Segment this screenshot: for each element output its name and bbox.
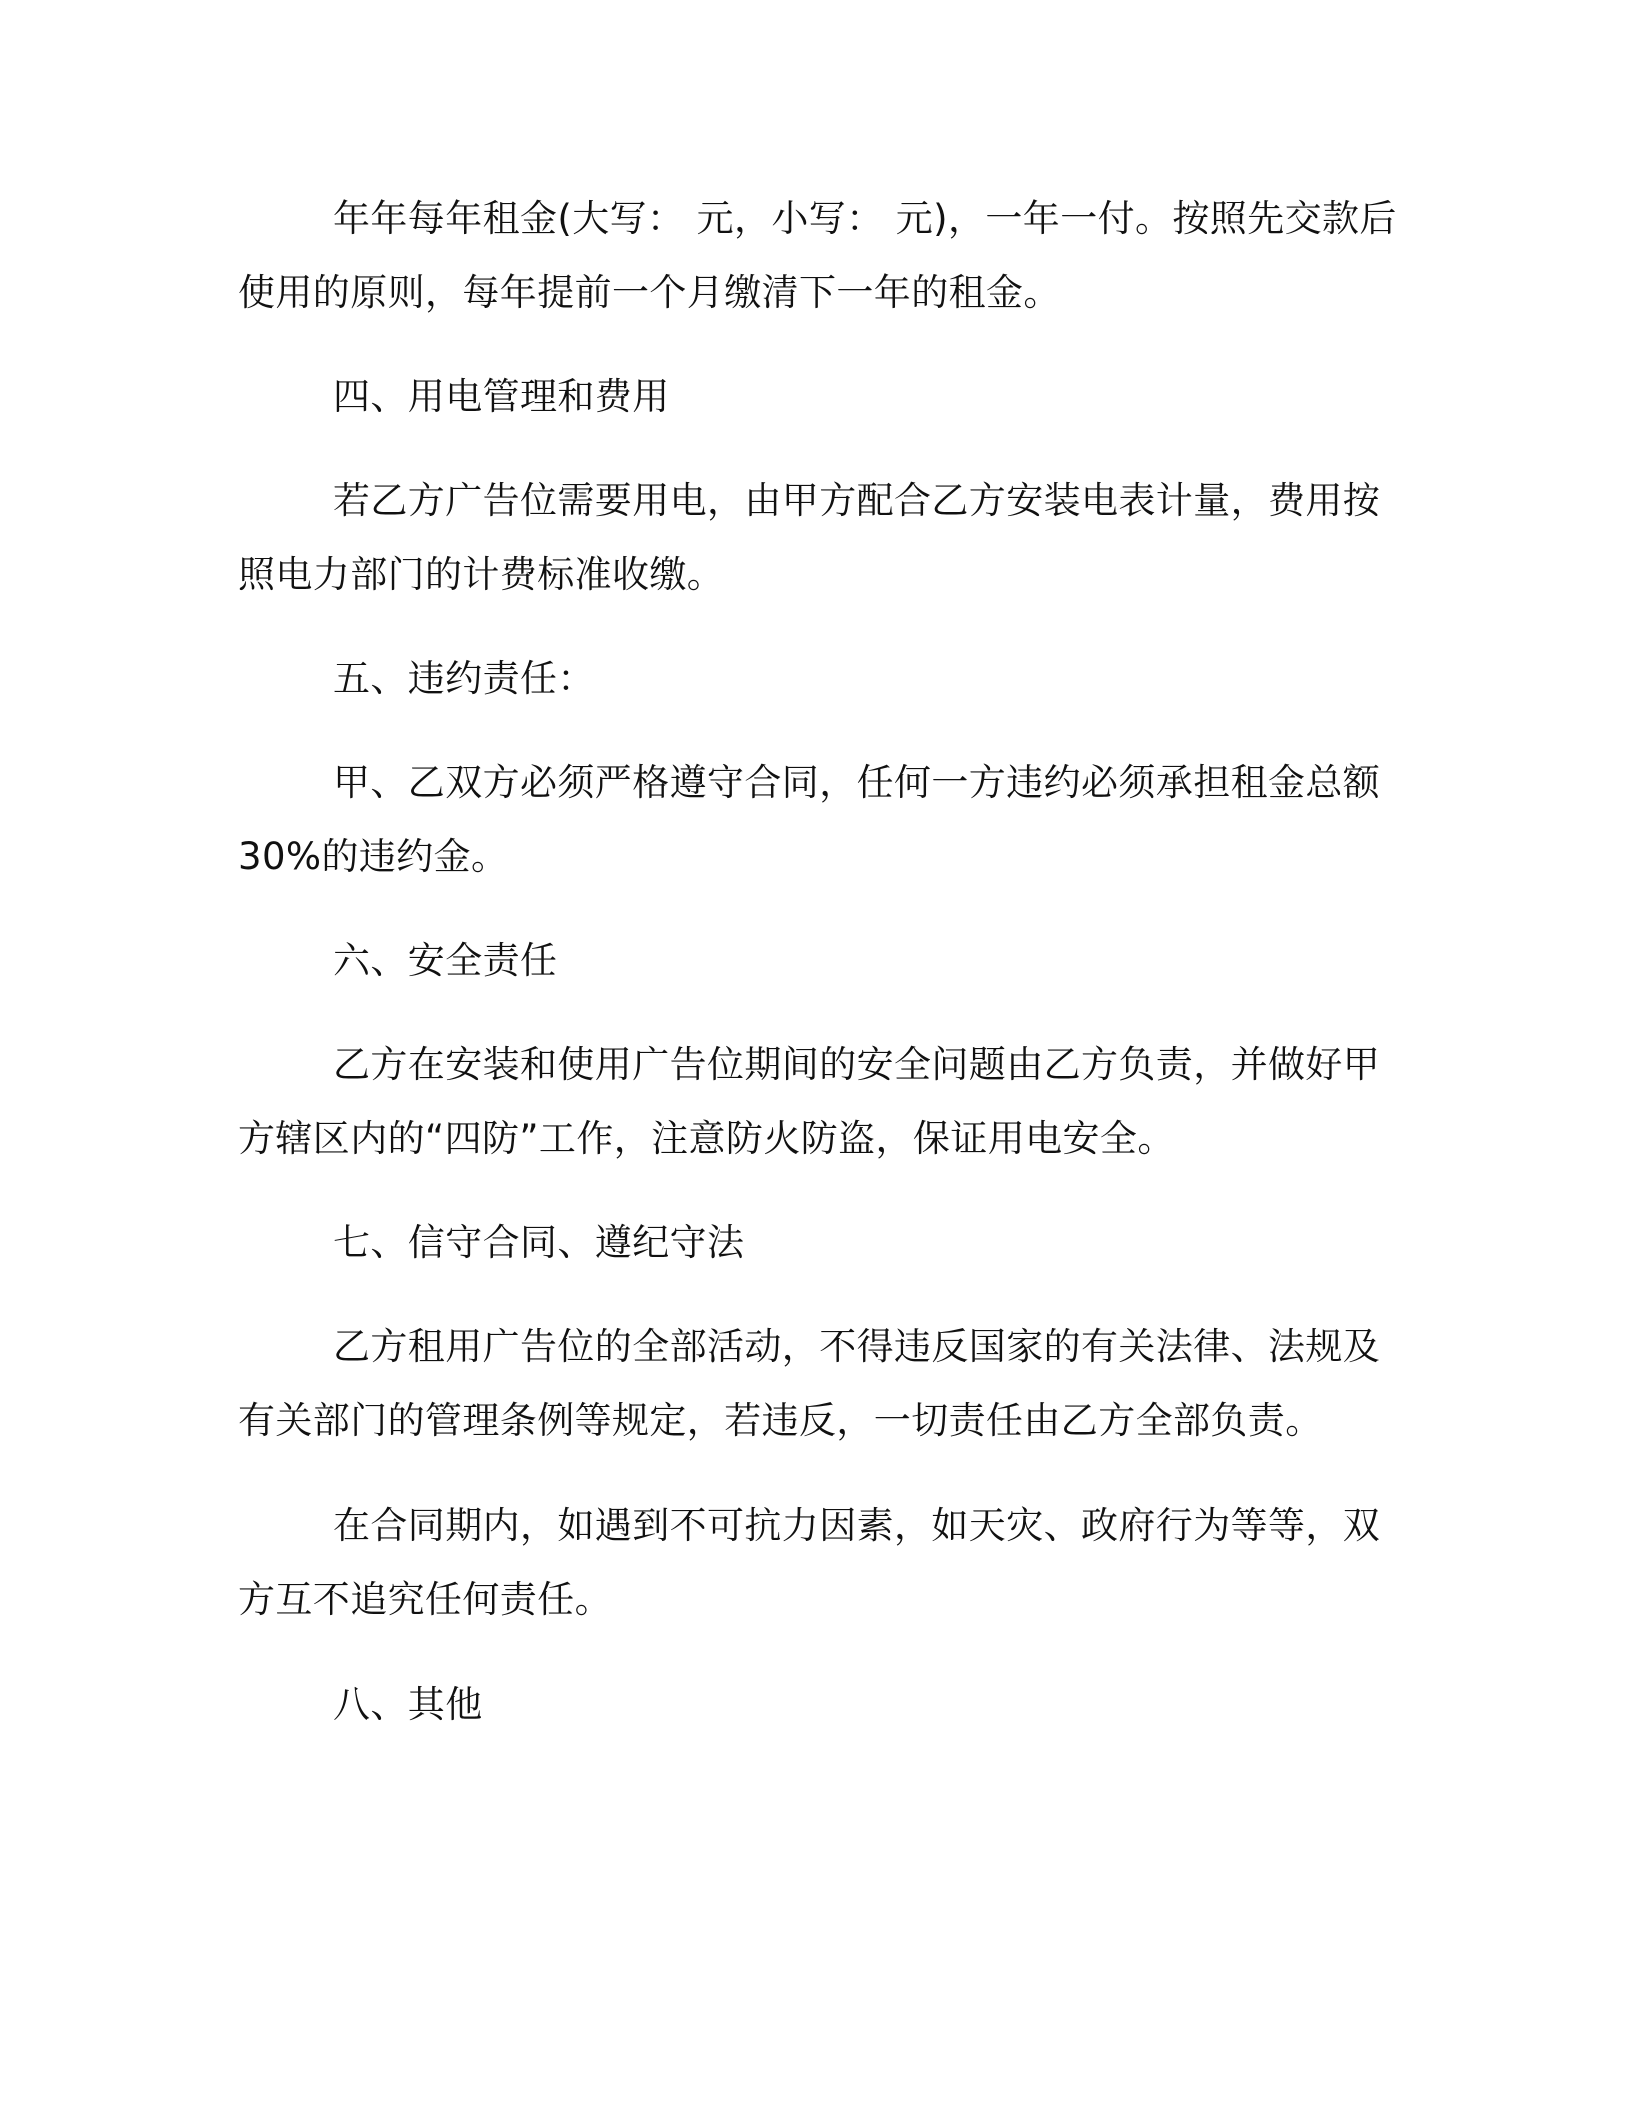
- paragraph-compliance-line-2: 有关部门的管理条例等规定，若违反，一切责任由乙方全部负责。: [238, 1399, 1323, 1442]
- section-heading-compliance: 七、信守合同、遵纪守法: [333, 1221, 745, 1264]
- section-heading-electricity: 四、用电管理和费用: [333, 375, 670, 418]
- paragraph-breach-line-2: 30%的违约金。: [238, 835, 509, 878]
- paragraph-rent-payment-line-2: 使用的原则，每年提前一个月缴清下一年的租金。: [238, 271, 1061, 314]
- paragraph-force-majeure-line-2: 方互不追究任何责任。: [238, 1578, 612, 1621]
- paragraph-rent-payment-line-1: 年年每年租金(大写： 元，小写： 元)，一年一付。按照先交款后: [333, 197, 1397, 240]
- paragraph-force-majeure-line-1: 在合同期内，如遇到不可抗力因素，如天灾、政府行为等等，双: [333, 1504, 1381, 1547]
- section-heading-breach: 五、违约责任：: [333, 657, 595, 700]
- paragraph-breach-line-1: 甲、乙双方必须严格遵守合同，任何一方违约必须承担租金总额: [333, 761, 1381, 804]
- paragraph-electricity-line-2: 照电力部门的计费标准收缴。: [238, 553, 725, 596]
- paragraph-safety-line-2: 方辖区内的“四防”工作，注意防火防盗，保证用电安全。: [238, 1117, 1175, 1160]
- section-heading-other: 八、其他: [333, 1683, 483, 1726]
- paragraph-compliance-line-1: 乙方租用广告位的全部活动，不得违反国家的有关法律、法规及: [333, 1325, 1381, 1368]
- paragraph-electricity-line-1: 若乙方广告位需要用电，由甲方配合乙方安装电表计量，费用按: [333, 479, 1381, 522]
- paragraph-safety-line-1: 乙方在安装和使用广告位期间的安全问题由乙方负责，并做好甲: [333, 1043, 1381, 1086]
- section-heading-safety: 六、安全责任: [333, 939, 558, 982]
